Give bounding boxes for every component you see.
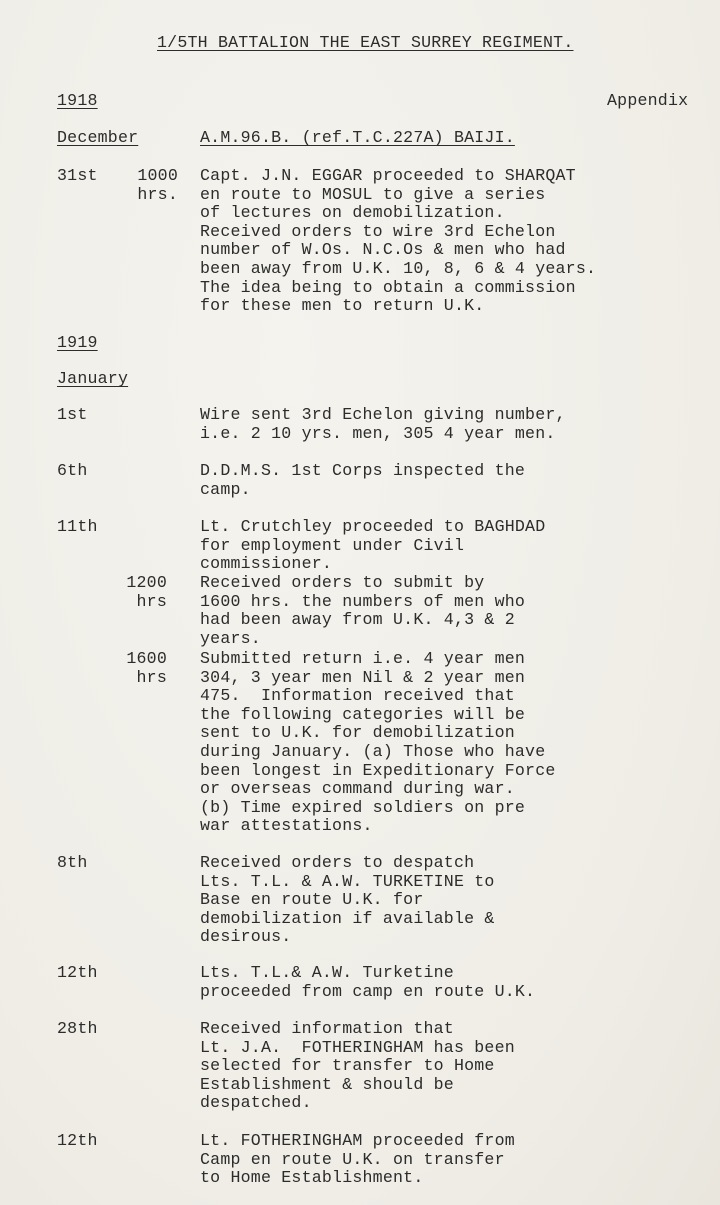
entry-text: Lt. Crutchley proceeded to BAGHDAD for employment under Civil commissioner. xyxy=(200,517,546,574)
entry-text: Lt. FOTHERINGHAM proceeded from Camp en route U.K. on transfer to Home Establishment. xyxy=(200,1131,515,1188)
page-heading: 1/5TH BATTALION THE EAST SURREY REGIMENT. xyxy=(157,33,574,52)
year-1919: 1919 xyxy=(57,333,98,352)
entry-text: Lts. T.L.& A.W. Turketine proceeded from camp en route U.K. xyxy=(200,963,536,1001)
entry-day: 6th xyxy=(57,461,88,480)
entry-day: 28th xyxy=(57,1019,98,1038)
entry-text: D.D.M.S. 1st Corps inspected the camp. xyxy=(200,461,526,499)
location-reference: A.M.96.B. (ref.T.C.227A) BAIJI. xyxy=(200,128,515,147)
entry-day: 1st xyxy=(57,405,88,424)
entry-text: Received orders to despatch Lts. T.L. & A.W. TURKETINE to Base en route U.K. for demobilization if available & desirous. xyxy=(200,853,495,947)
entry-day: 12th xyxy=(57,1131,98,1150)
entry-time: 1600 hrs xyxy=(126,649,167,687)
month-january: January xyxy=(57,369,129,388)
entry-text: Received information that Lt. J.A. FOTHERINGHAM has been selected for transfer to Home Establishment & should be despatched. xyxy=(200,1019,515,1113)
entry-day: 11th xyxy=(57,517,98,536)
entry-text: Wire sent 3rd Echelon giving number, i.e. 2 10 yrs. men, 305 4 year men. xyxy=(200,405,566,443)
entry-text: Submitted return i.e. 4 year men 304, 3 year men Nil & 2 year men 475. Information received that the following categories will be sent to U.K. for demobilization during January. (a) Those who have been longest in Expeditionary Force or overseas command during war. (b) Time expired soldiers on pre war attestations. xyxy=(200,649,556,836)
entry-text: Received orders to submit by 1600 hrs. the numbers of men who had been away from U.K. 4,3 & 2 years. xyxy=(200,573,526,648)
entry-time: 1200 hrs xyxy=(126,573,167,611)
entry-day: 31st xyxy=(57,166,98,185)
month-december: December xyxy=(57,128,139,147)
entry-time: 1000 hrs. xyxy=(137,166,178,204)
entry-day: 8th xyxy=(57,853,88,872)
entry-text: Capt. J.N. EGGAR proceeded to SHARQAT en route to MOSUL to give a series of lectures on demobilization. Received orders to wire 3rd Echelon number of W.Os. N.C.Os & men who had been away from U.K. 10, 8, 6 & 4 years. The idea being to obtain a commission for these men to return U.K. xyxy=(200,166,597,316)
appendix-label: Appendix xyxy=(607,91,689,110)
entry-day: 12th xyxy=(57,963,98,982)
year-1918: 1918 xyxy=(57,91,98,110)
